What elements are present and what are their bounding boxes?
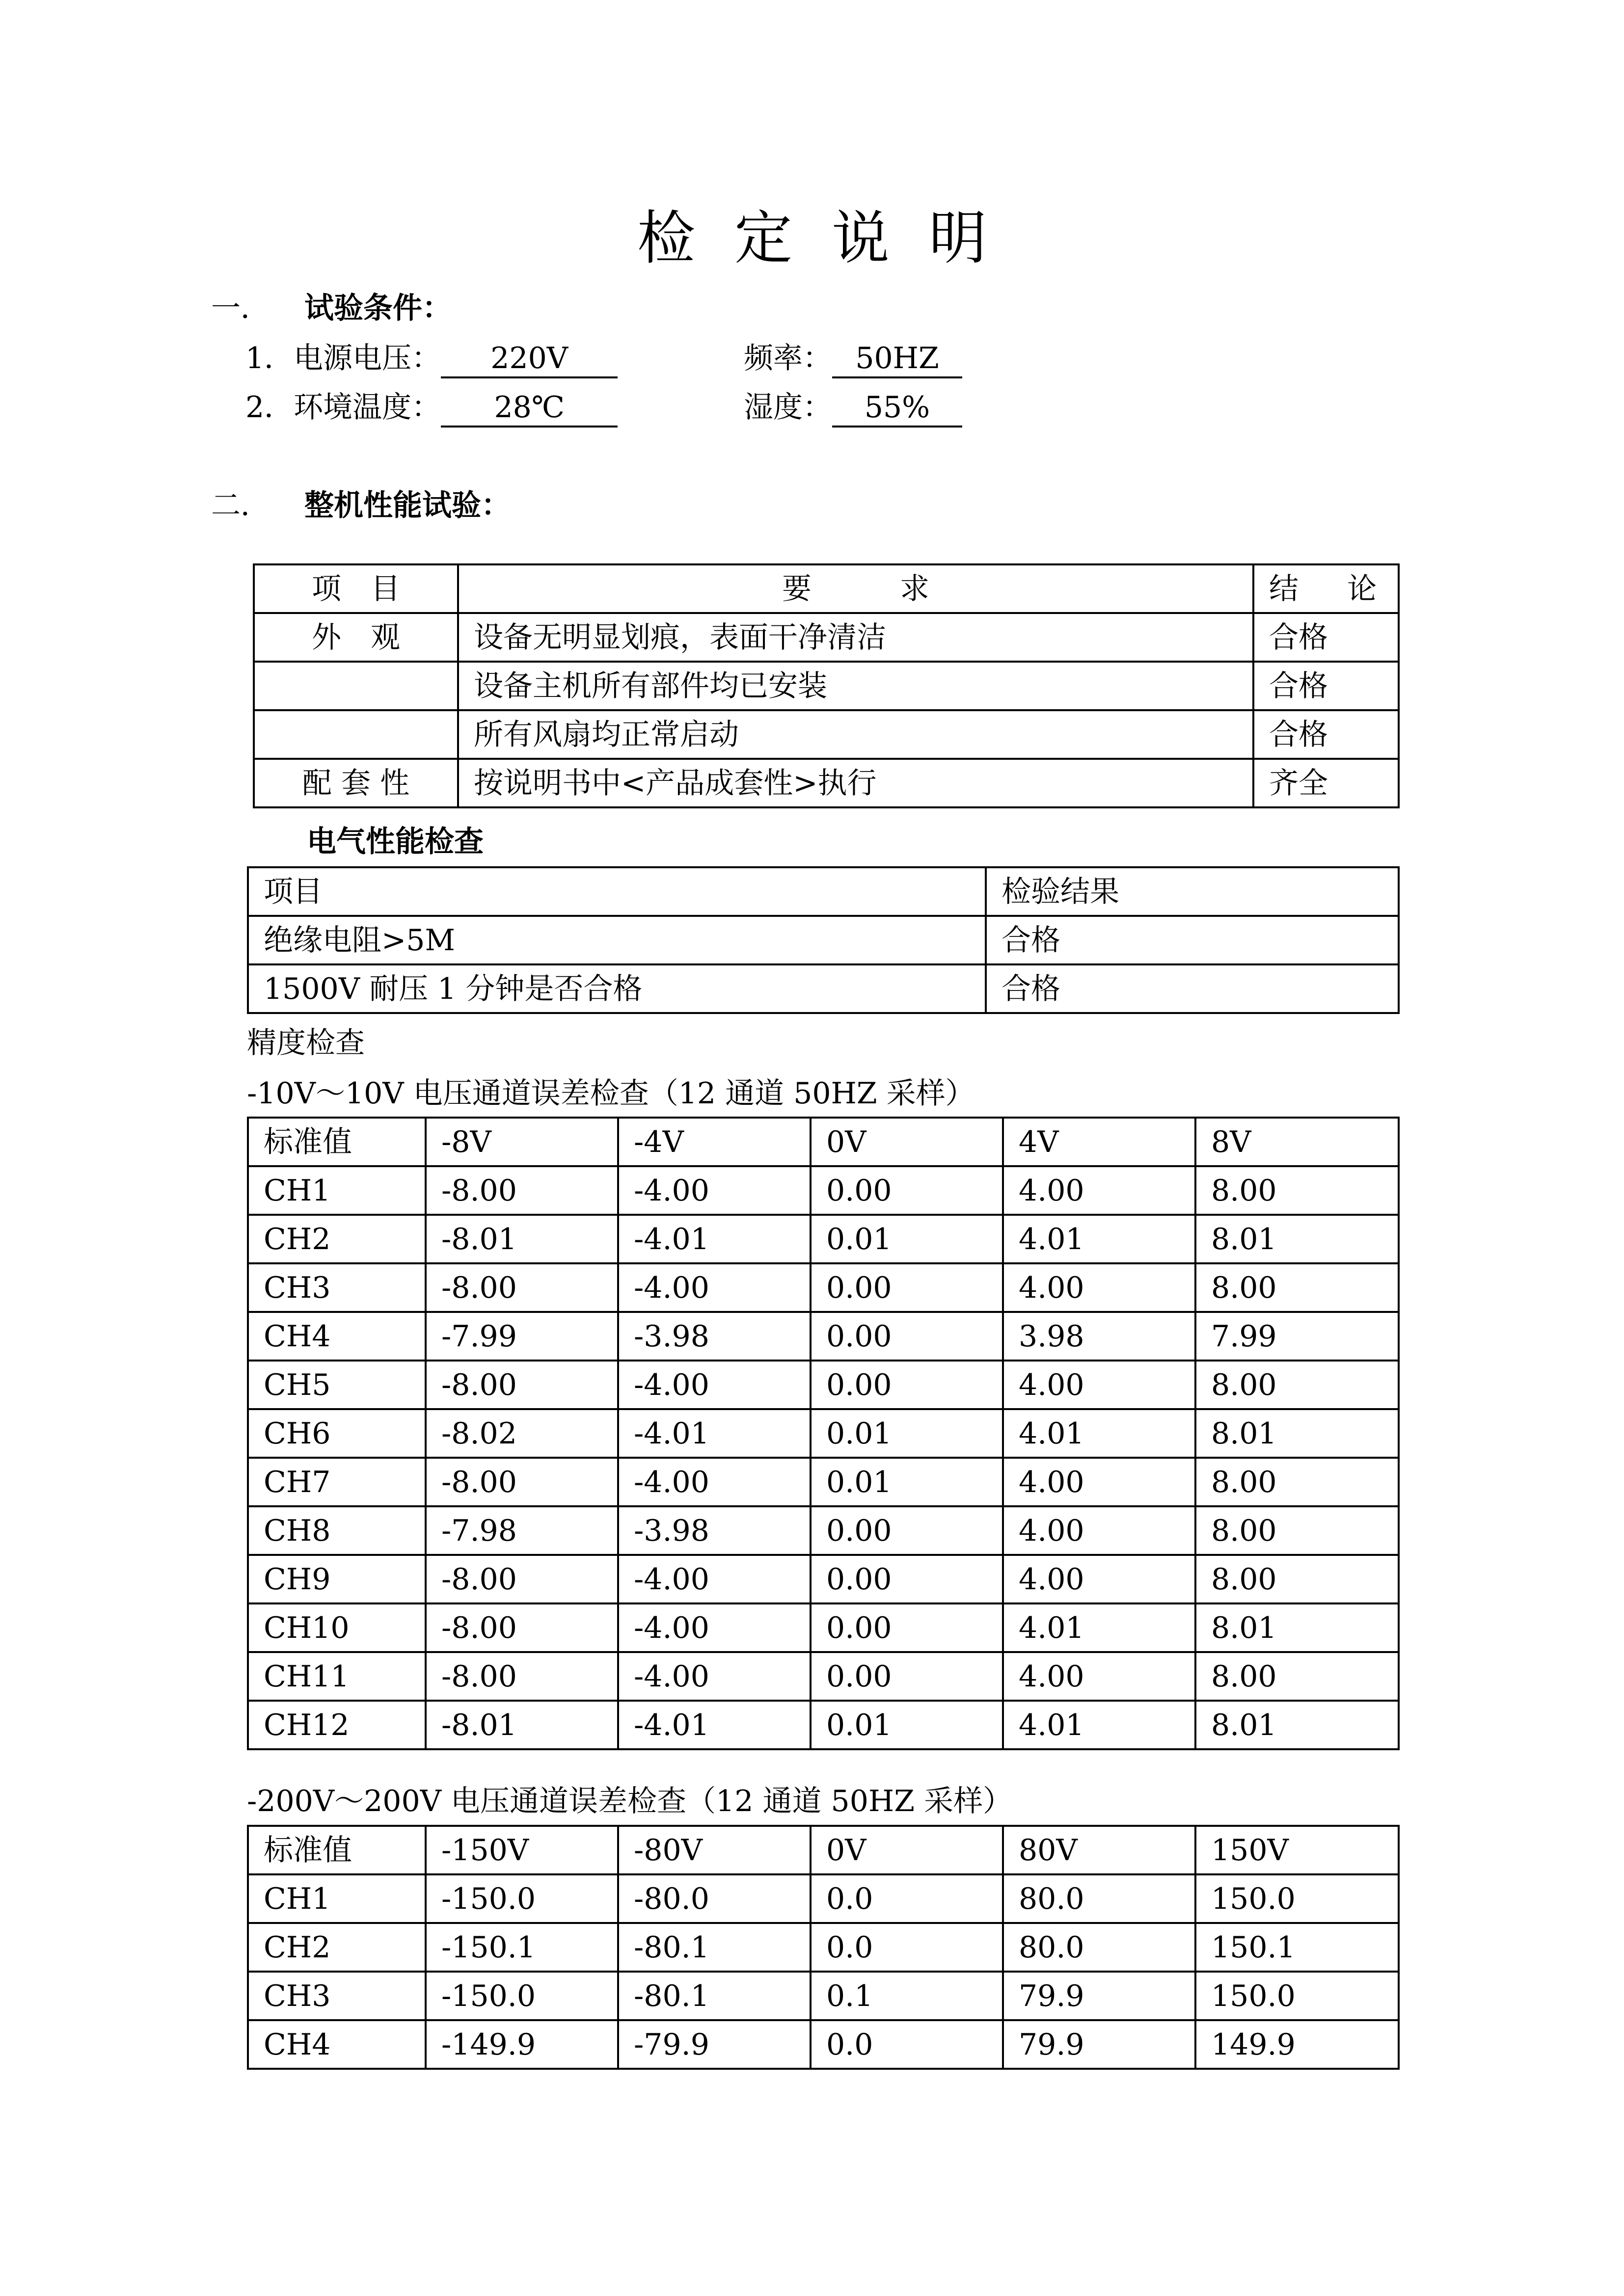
table-row xyxy=(248,1874,1399,1923)
table-cell: -8.00 xyxy=(426,1652,618,1701)
table-row xyxy=(254,759,1399,807)
electrical-table xyxy=(247,866,1400,1014)
table-row xyxy=(248,1506,1399,1555)
table-cell: 0.00 xyxy=(811,1603,1003,1652)
table-cell: CH7 xyxy=(248,1458,426,1506)
table-cell: 4.01 xyxy=(1003,1409,1195,1458)
table-row xyxy=(248,1555,1399,1603)
table-cell: -4.00 xyxy=(618,1166,811,1215)
table-row xyxy=(248,1603,1399,1652)
header-cell: 0V xyxy=(811,1826,1003,1874)
table-cell: CH4 xyxy=(248,2020,426,2069)
table-row xyxy=(254,662,1399,710)
table-row xyxy=(248,1458,1399,1506)
table-row xyxy=(248,1361,1399,1409)
table-cell: -4.00 xyxy=(618,1652,811,1701)
table-cell: 配 套 性 xyxy=(254,759,458,807)
precision-heading: 精度检查 xyxy=(247,1026,365,1060)
document-title: 检定说明 xyxy=(637,204,1026,272)
table-row xyxy=(248,1972,1399,2020)
header-cell: -4V xyxy=(618,1118,811,1166)
table-cell: 8.00 xyxy=(1195,1458,1399,1506)
table-cell: -150.1 xyxy=(426,1923,618,1972)
table-cell: -80.1 xyxy=(618,1923,811,1972)
table-row xyxy=(248,1923,1399,1972)
table-cell: CH12 xyxy=(248,1701,426,1749)
table-cell: 150.0 xyxy=(1195,1874,1399,1923)
table-cell: -4.00 xyxy=(618,1458,811,1506)
table-cell: CH6 xyxy=(248,1409,426,1458)
table-cell: 0.0 xyxy=(811,1923,1003,1972)
table-cell: 79.9 xyxy=(1003,1972,1195,2020)
table-cell: 8.01 xyxy=(1195,1409,1399,1458)
condition-row xyxy=(744,388,962,427)
table-row xyxy=(248,1215,1399,1263)
table-cell: CH8 xyxy=(248,1506,426,1555)
table-cell: -4.00 xyxy=(618,1361,811,1409)
table-cell: 0.1 xyxy=(811,1972,1003,2020)
table-cell: 8.00 xyxy=(1195,1361,1399,1409)
header-cell: 0V xyxy=(811,1118,1003,1166)
table-cell: CH2 xyxy=(248,1215,426,1263)
table-cell: -3.98 xyxy=(618,1506,811,1555)
table-cell: -80.1 xyxy=(618,1972,811,2020)
table-cell: CH5 xyxy=(248,1361,426,1409)
table-cell: 4.00 xyxy=(1003,1555,1195,1603)
table-cell: 8.01 xyxy=(1195,1215,1399,1263)
table-cell: 0.0 xyxy=(811,1874,1003,1923)
table-cell: 0.0 xyxy=(811,2020,1003,2069)
header-cell: 项目 xyxy=(248,867,986,916)
table-cell: -4.01 xyxy=(618,1215,811,1263)
table-header-row xyxy=(248,1826,1399,1874)
table-cell: -8.00 xyxy=(426,1263,618,1312)
table-cell: CH10 xyxy=(248,1603,426,1652)
table-row xyxy=(248,1166,1399,1215)
table-cell: 合格 xyxy=(1253,613,1399,662)
table-cell: -4.00 xyxy=(618,1555,811,1603)
table-cell: 外 观 xyxy=(254,613,458,662)
table-cell: -80.0 xyxy=(618,1874,811,1923)
condition-value: 220V xyxy=(441,340,618,378)
section-test-conditions xyxy=(211,289,452,328)
table-cell: -4.00 xyxy=(618,1603,811,1652)
section-number: 二． xyxy=(211,488,270,523)
header-cell: 要 求 xyxy=(458,564,1253,613)
table-cell: 8.01 xyxy=(1195,1701,1399,1749)
table-cell: 绝缘电阻>5M xyxy=(248,916,986,964)
table-cell: 0.00 xyxy=(811,1312,1003,1361)
table-cell: -150.0 xyxy=(426,1874,618,1923)
table-cell: 8.00 xyxy=(1195,1652,1399,1701)
table-row xyxy=(248,1263,1399,1312)
section-number: 一． xyxy=(211,291,270,325)
table-cell: -8.00 xyxy=(426,1458,618,1506)
table-cell: 4.01 xyxy=(1003,1701,1195,1749)
table-cell: 0.00 xyxy=(811,1555,1003,1603)
table-cell: -8.01 xyxy=(426,1215,618,1263)
condition-label: 2．环境温度： xyxy=(245,390,441,425)
v10-error-table xyxy=(247,1117,1400,1750)
table-cell: CH9 xyxy=(248,1555,426,1603)
table-cell: 齐全 xyxy=(1253,759,1399,807)
header-cell: 80V xyxy=(1003,1826,1195,1874)
table-cell: 8.01 xyxy=(1195,1603,1399,1652)
table-cell: -4.00 xyxy=(618,1263,811,1312)
table-cell: 150.0 xyxy=(1195,1972,1399,2020)
table-cell: CH1 xyxy=(248,1166,426,1215)
header-cell: -8V xyxy=(426,1118,618,1166)
table-row xyxy=(248,1409,1399,1458)
table-cell: 合格 xyxy=(986,964,1399,1013)
v200-error-table xyxy=(247,1825,1400,2070)
table-cell: -4.01 xyxy=(618,1409,811,1458)
table-cell: -7.98 xyxy=(426,1506,618,1555)
table-cell: -8.02 xyxy=(426,1409,618,1458)
header-cell: 检验结果 xyxy=(986,867,1399,916)
table-cell: 4.00 xyxy=(1003,1506,1195,1555)
table-cell: 0.01 xyxy=(811,1458,1003,1506)
table-cell: -8.00 xyxy=(426,1603,618,1652)
table-row xyxy=(254,710,1399,759)
condition-row xyxy=(744,339,962,378)
table-row xyxy=(248,1312,1399,1361)
section-title: 整机性能试验： xyxy=(304,488,511,523)
table-cell: 所有风扇均正常启动 xyxy=(458,710,1253,759)
header-cell: 150V xyxy=(1195,1826,1399,1874)
table-cell: 0.00 xyxy=(811,1166,1003,1215)
table-cell: 4.01 xyxy=(1003,1215,1195,1263)
condition-label: 湿度： xyxy=(744,390,832,425)
table-cell: 8.00 xyxy=(1195,1263,1399,1312)
table-cell: 4.00 xyxy=(1003,1652,1195,1701)
table-row xyxy=(248,964,1399,1013)
table-cell: -4.01 xyxy=(618,1701,811,1749)
table-cell: 设备主机所有部件均已安装 xyxy=(458,662,1253,710)
table-cell: 150.1 xyxy=(1195,1923,1399,1972)
table-cell: -8.00 xyxy=(426,1166,618,1215)
header-cell: 标准值 xyxy=(248,1826,426,1874)
condition-label: 频率： xyxy=(744,341,832,375)
table-cell: -79.9 xyxy=(618,2020,811,2069)
table-header-row xyxy=(248,1118,1399,1166)
table-cell: 0.00 xyxy=(811,1652,1003,1701)
table-cell: 80.0 xyxy=(1003,1874,1195,1923)
header-cell: 结 论 xyxy=(1253,564,1399,613)
header-cell: 8V xyxy=(1195,1118,1399,1166)
table-cell: -150.0 xyxy=(426,1972,618,2020)
table-cell: 79.9 xyxy=(1003,2020,1195,2069)
table-cell: CH4 xyxy=(248,1312,426,1361)
table-cell: CH3 xyxy=(248,1263,426,1312)
table-cell: -3.98 xyxy=(618,1312,811,1361)
table-cell: 1500V 耐压 1 分钟是否合格 xyxy=(248,964,986,1013)
table-cell: 8.00 xyxy=(1195,1555,1399,1603)
table-row xyxy=(254,613,1399,662)
table-cell: -7.99 xyxy=(426,1312,618,1361)
table-header-row xyxy=(254,564,1399,613)
table-cell xyxy=(254,662,458,710)
table-cell: CH2 xyxy=(248,1923,426,1972)
table-cell: 0.00 xyxy=(811,1263,1003,1312)
table-cell: 0.00 xyxy=(811,1361,1003,1409)
condition-row xyxy=(245,339,618,378)
section-performance-test xyxy=(211,486,511,525)
table-row xyxy=(248,1652,1399,1701)
performance-table xyxy=(253,563,1400,808)
table-cell: 合格 xyxy=(986,916,1399,964)
table-cell: 按说明书中<产品成套性>执行 xyxy=(458,759,1253,807)
condition-label: 1．电源电压： xyxy=(245,341,441,375)
table-cell: 80.0 xyxy=(1003,1923,1195,1972)
table-cell: 0.01 xyxy=(811,1701,1003,1749)
table-cell: 合格 xyxy=(1253,662,1399,710)
table-row xyxy=(248,1701,1399,1749)
header-cell: 标准值 xyxy=(248,1118,426,1166)
table-cell: 149.9 xyxy=(1195,2020,1399,2069)
table-row xyxy=(248,2020,1399,2069)
table-cell: 4.01 xyxy=(1003,1603,1195,1652)
table-cell: 4.00 xyxy=(1003,1166,1195,1215)
v200-caption: -200V～200V 电压通道误差检查（12 通道 50HZ 采样） xyxy=(247,1784,1012,1818)
table-cell: -149.9 xyxy=(426,2020,618,2069)
table-cell: 7.99 xyxy=(1195,1312,1399,1361)
condition-value: 50HZ xyxy=(832,340,962,378)
header-cell: -150V xyxy=(426,1826,618,1874)
header-cell: 4V xyxy=(1003,1118,1195,1166)
table-cell: 8.00 xyxy=(1195,1506,1399,1555)
table-row xyxy=(248,916,1399,964)
table-cell: 8.00 xyxy=(1195,1166,1399,1215)
table-cell: 0.01 xyxy=(811,1215,1003,1263)
section-title: 试验条件： xyxy=(304,291,452,325)
table-cell: 0.00 xyxy=(811,1506,1003,1555)
header-cell: 项 目 xyxy=(254,564,458,613)
header-cell: -80V xyxy=(618,1826,811,1874)
table-cell: 合格 xyxy=(1253,710,1399,759)
condition-value: 28℃ xyxy=(441,389,618,427)
table-cell: -8.01 xyxy=(426,1701,618,1749)
condition-value: 55% xyxy=(832,389,962,427)
electrical-heading: 电气性能检查 xyxy=(307,825,484,859)
table-cell: 设备无明显划痕，表面干净清洁 xyxy=(458,613,1253,662)
table-cell: 4.00 xyxy=(1003,1361,1195,1409)
table-cell: -8.00 xyxy=(426,1555,618,1603)
table-header-row xyxy=(248,867,1399,916)
table-cell xyxy=(254,710,458,759)
table-cell: CH3 xyxy=(248,1972,426,2020)
table-cell: 0.01 xyxy=(811,1409,1003,1458)
v10-caption: -10V～10V 电压通道误差检查（12 通道 50HZ 采样） xyxy=(247,1076,975,1111)
table-cell: CH11 xyxy=(248,1652,426,1701)
table-cell: -8.00 xyxy=(426,1361,618,1409)
table-cell: CH1 xyxy=(248,1874,426,1923)
condition-row xyxy=(245,388,618,427)
table-cell: 4.00 xyxy=(1003,1458,1195,1506)
table-cell: 4.00 xyxy=(1003,1263,1195,1312)
table-cell: 3.98 xyxy=(1003,1312,1195,1361)
